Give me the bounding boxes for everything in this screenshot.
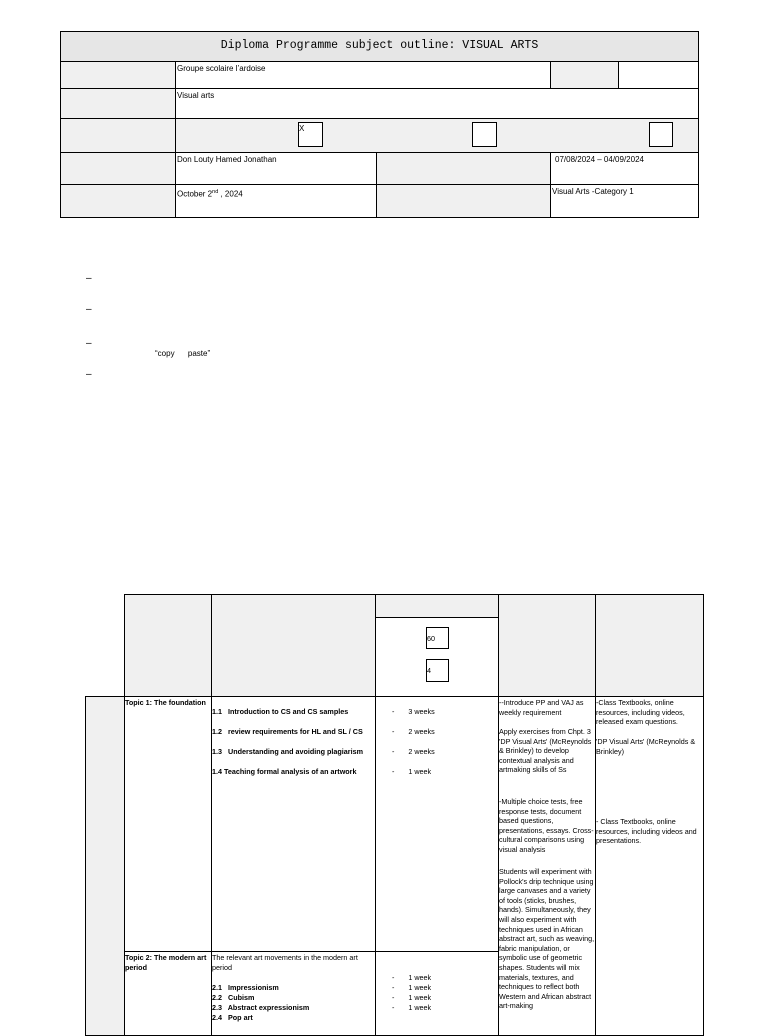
- submission-date-year: , 2024: [218, 189, 243, 199]
- topic1-item-number: 1.1: [212, 707, 222, 716]
- topic2-item-number: 2.3: [212, 1003, 222, 1012]
- topic1-item: [212, 747, 363, 757]
- outline-header-contents: [211, 594, 376, 697]
- topic2-item-label: Impressionism: [228, 983, 279, 992]
- checkbox-other[interactable]: [649, 122, 673, 147]
- topic1-item: [212, 767, 356, 777]
- topic2-item: [212, 1003, 309, 1013]
- topic2-item-number: 2.1: [212, 983, 222, 992]
- training-dates: 07/08/2024 – 04/09/2024: [555, 155, 644, 164]
- school-cell: [175, 61, 551, 89]
- subject-name: Visual arts: [177, 91, 215, 100]
- topic1-time-value: 2 weeks: [408, 727, 435, 736]
- topic2-item: [212, 983, 279, 993]
- topic2-contents-cell: [211, 951, 376, 1036]
- submission-cell: [175, 184, 377, 218]
- topic2-time: - 1 week: [392, 1003, 432, 1012]
- topic2-time: - 1 week: [392, 973, 432, 982]
- label-cell-dates: [376, 152, 551, 185]
- topic2-time-cell: [375, 951, 499, 1036]
- topic1-time-value: 2 weeks: [408, 747, 435, 756]
- topic1-time: - 2 weeks: [392, 727, 435, 736]
- resources-note: - Class Textbooks, online resources, including videos and presentations.: [596, 817, 697, 846]
- outline-header-resources: [595, 594, 704, 697]
- category-cell: [550, 184, 699, 218]
- label-cell-school: [60, 61, 176, 89]
- teacher-cell: [175, 152, 377, 185]
- label-cell-code: [550, 61, 619, 89]
- school-name: Groupe scolaire l’ardoise: [177, 64, 266, 73]
- topic1-item-number: 1.2: [212, 727, 222, 736]
- topic2-intro: The relevant art movements in the modern art period: [212, 953, 358, 972]
- topic1-item-label: Introduction to CS and CS samples: [228, 707, 349, 716]
- topic1-time: - 2 weeks: [392, 747, 435, 756]
- dates-cell: [550, 152, 699, 185]
- topic1-time-cell: [375, 696, 499, 952]
- resources-note: -Class Textbooks, online resources, including videos, released exam questions.: [596, 698, 685, 727]
- title-row: [60, 31, 699, 62]
- topic2-item-number: 2.4: [212, 1013, 222, 1022]
- submission-date-suffix: nd: [212, 189, 219, 195]
- topic1-item-label: Teaching formal analysis of an artwork: [224, 767, 357, 776]
- list-dash: –: [86, 304, 92, 315]
- topic1-contents-cell: [211, 696, 376, 952]
- topic2-item-number: 2.2: [212, 993, 222, 1002]
- copy-paste-quote: “copy paste”: [155, 349, 211, 358]
- subject-cell: [175, 88, 699, 119]
- checkbox-hl[interactable]: [298, 122, 323, 147]
- submission-date-text: October 2: [177, 189, 213, 199]
- label-cell-level: [60, 118, 176, 153]
- year-column: [85, 696, 125, 1036]
- topic2-item: [212, 993, 254, 1003]
- topic1-item-label: review requirements for HL and SL / CS: [228, 727, 363, 736]
- label-cell-teacher: [60, 152, 176, 185]
- topic2-item-label: Pop art: [228, 1013, 253, 1022]
- checkbox-hl-mark: X: [299, 124, 305, 133]
- topic1-time: - 1 week: [392, 767, 432, 776]
- topic2-item-label: Abstract expressionism: [227, 1003, 310, 1012]
- topic2-time-value: 1 week: [408, 993, 432, 1002]
- topic1-time-value: 1 week: [408, 767, 432, 776]
- teacher-name: Don Louty Hamed Jonathan: [177, 155, 277, 164]
- resources-cell: [595, 696, 704, 1036]
- topic2-time: - 1 week: [392, 983, 432, 992]
- list-dash: –: [86, 338, 92, 349]
- checkbox-sl[interactable]: [472, 122, 497, 147]
- level-cell: [175, 118, 699, 153]
- hours-field[interactable]: [426, 627, 449, 649]
- list-dash: –: [86, 273, 92, 284]
- topic2-item: [212, 1013, 253, 1023]
- outline-header-assessment: [498, 594, 596, 697]
- topic2-time-value: 1 week: [408, 973, 432, 982]
- submission-date: [177, 187, 243, 200]
- weeks-field[interactable]: [426, 659, 449, 682]
- topic1-time: - 3 weeks: [392, 707, 435, 716]
- outline-header-time: [375, 594, 499, 618]
- assessment-note: Apply exercises from Chpt. 3 'DP Visual Arts' (McReynolds & Brinkley) to develop contextual analysis and artmaking skills of Ss: [499, 727, 592, 775]
- assessment-cell: [498, 696, 596, 1036]
- topic1-time-value: 3 weeks: [408, 707, 435, 716]
- topic2-item-label: Cubism: [228, 993, 255, 1002]
- topic2-time: - 1 week: [392, 993, 432, 1002]
- assessment-note: -Multiple choice tests, free response tests, document based questions, presentations, essays. Cross-cultural comparisons using visual analysis: [499, 797, 594, 854]
- label-cell-submission: [60, 184, 176, 218]
- weeks-value: 4: [427, 666, 431, 675]
- assessment-note: --Introduce PP and VAJ as weekly requirement: [499, 698, 584, 717]
- topic1-title: Topic 1: The foundation: [125, 698, 206, 707]
- topic1-title-cell: [124, 696, 212, 952]
- topic2-title-cell: [124, 951, 212, 1036]
- topic1-item: [212, 707, 348, 717]
- label-cell-subject: [60, 88, 176, 119]
- assessment-note: Students will experiment with Pollock's drip technique using large canvases and a variety of tools (sticks, brushes, hands). Simultaneously, they will also experiment with techniques used in African abstract art, such as weaving, fabric manipulation, or symbolic use of geometric shapes. Students will mix materials, textures, and techniques to reflect both Western and African abstract art-making: [499, 867, 595, 1011]
- workshop-category: Visual Arts -Category 1: [552, 187, 634, 196]
- topic1-item-number: 1.3: [212, 747, 222, 756]
- topic1-item: [212, 727, 363, 737]
- topic1-item-number: 1.4: [212, 767, 222, 776]
- topic2-time-value: 1 week: [408, 983, 432, 992]
- code-cell: [618, 61, 699, 89]
- outline-header-topic: [124, 594, 212, 697]
- topic2-title: Topic 2: The modern art period: [125, 953, 207, 972]
- resources-note: 'DP Visual Arts' (McReynolds & Brinkley): [596, 737, 696, 756]
- hours-value: 60: [427, 634, 435, 643]
- page-title: Diploma Programme subject outline: VISUAL ARTS: [220, 39, 539, 52]
- topic2-time-value: 1 week: [408, 1003, 432, 1012]
- list-dash: –: [86, 369, 92, 380]
- label-cell-category: [376, 184, 551, 218]
- topic1-item-label: Understanding and avoiding plagiarism: [228, 747, 363, 756]
